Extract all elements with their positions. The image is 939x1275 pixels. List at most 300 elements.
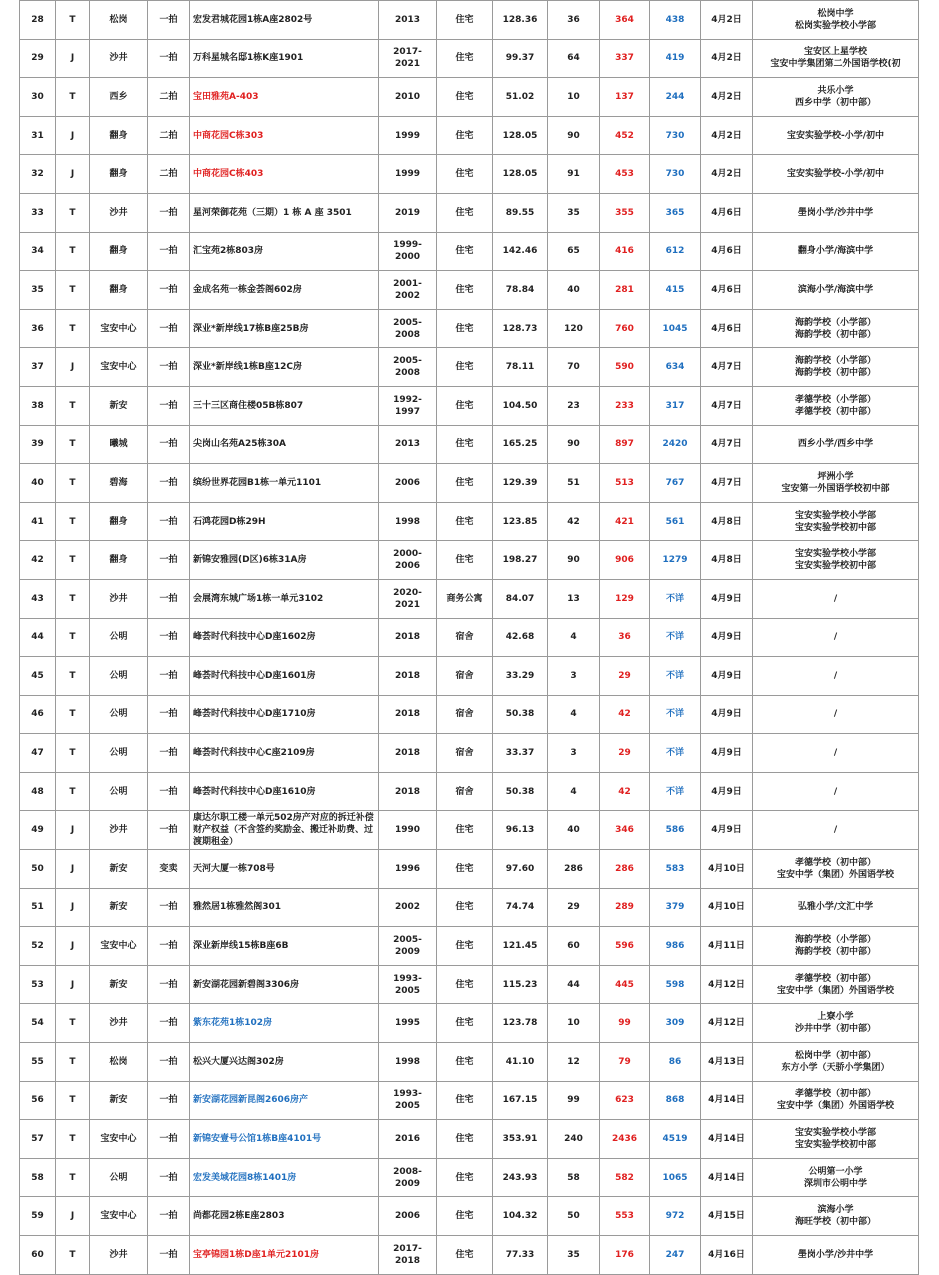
type-cell: T bbox=[56, 1120, 90, 1159]
type-cell: T bbox=[56, 657, 90, 696]
price-cell: 906 bbox=[600, 541, 650, 580]
row-number-cell: 40 bbox=[20, 464, 56, 503]
reference-price-cell: 86 bbox=[650, 1043, 701, 1082]
bids-cell: 10 bbox=[548, 78, 600, 117]
year-cell: 2018 bbox=[379, 695, 437, 734]
type-cell: T bbox=[56, 734, 90, 773]
usage-cell: 住宅 bbox=[437, 927, 493, 966]
area-cell: 新安 bbox=[90, 1081, 148, 1120]
year-cell: 2018 bbox=[379, 734, 437, 773]
price-cell: 421 bbox=[600, 502, 650, 541]
bids-cell: 90 bbox=[548, 541, 600, 580]
size-cell: 74.74 bbox=[493, 888, 548, 927]
school-cell: 壆岗小学/沙井中学 bbox=[753, 1236, 919, 1275]
reference-price-cell: 438 bbox=[650, 1, 701, 40]
type-cell: J bbox=[56, 965, 90, 1004]
reference-price-cell: 309 bbox=[650, 1004, 701, 1043]
school-cell: 松岗中学（初中部） 东方小学（天骄小学集团） bbox=[753, 1043, 919, 1082]
area-cell: 沙井 bbox=[90, 1236, 148, 1275]
address-cell: 峰荟时代科技中心D座1710房 bbox=[190, 695, 379, 734]
date-cell: 4月9日 bbox=[701, 772, 753, 811]
type-cell: T bbox=[56, 78, 90, 117]
year-cell: 2005-2008 bbox=[379, 309, 437, 348]
row-number-cell: 39 bbox=[20, 425, 56, 464]
usage-cell: 住宅 bbox=[437, 78, 493, 117]
table-row bbox=[20, 1004, 919, 1043]
type-cell: J bbox=[56, 155, 90, 194]
row-number-cell: 46 bbox=[20, 695, 56, 734]
usage-cell: 住宅 bbox=[437, 502, 493, 541]
year-cell: 1996 bbox=[379, 850, 437, 889]
area-cell: 沙井 bbox=[90, 1004, 148, 1043]
table-row bbox=[20, 1158, 919, 1197]
round-cell: 一拍 bbox=[148, 927, 190, 966]
row-number-cell: 51 bbox=[20, 888, 56, 927]
date-cell: 4月2日 bbox=[701, 1, 753, 40]
row-number-cell: 29 bbox=[20, 39, 56, 78]
row-number-cell: 58 bbox=[20, 1158, 56, 1197]
area-cell: 公明 bbox=[90, 1158, 148, 1197]
price-cell: 286 bbox=[600, 850, 650, 889]
price-cell: 582 bbox=[600, 1158, 650, 1197]
price-cell: 29 bbox=[600, 734, 650, 773]
date-cell: 4月9日 bbox=[701, 811, 753, 850]
date-cell: 4月8日 bbox=[701, 541, 753, 580]
school-cell: 滨海小学 海旺学校（初中部） bbox=[753, 1197, 919, 1236]
round-cell: 一拍 bbox=[148, 1, 190, 40]
reference-price-cell: 247 bbox=[650, 1236, 701, 1275]
year-cell: 2010 bbox=[379, 78, 437, 117]
usage-cell: 宿舍 bbox=[437, 695, 493, 734]
bids-cell: 4 bbox=[548, 772, 600, 811]
table-row bbox=[20, 386, 919, 425]
address-cell: 汇宝苑2栋803房 bbox=[190, 232, 379, 271]
date-cell: 4月10日 bbox=[701, 888, 753, 927]
size-cell: 33.29 bbox=[493, 657, 548, 696]
round-cell: 一拍 bbox=[148, 1236, 190, 1275]
size-cell: 104.50 bbox=[493, 386, 548, 425]
table-row bbox=[20, 78, 919, 117]
usage-cell: 住宅 bbox=[437, 1197, 493, 1236]
price-cell: 453 bbox=[600, 155, 650, 194]
row-number-cell: 35 bbox=[20, 271, 56, 310]
row-number-cell: 28 bbox=[20, 1, 56, 40]
price-cell: 99 bbox=[600, 1004, 650, 1043]
row-number-cell: 42 bbox=[20, 541, 56, 580]
row-number-cell: 60 bbox=[20, 1236, 56, 1275]
area-cell: 碧海 bbox=[90, 464, 148, 503]
round-cell: 二拍 bbox=[148, 78, 190, 117]
date-cell: 4月6日 bbox=[701, 232, 753, 271]
bids-cell: 58 bbox=[548, 1158, 600, 1197]
year-cell: 2018 bbox=[379, 772, 437, 811]
school-cell: 宝安区上星学校 宝安中学集团第二外国语学校(初 bbox=[753, 39, 919, 78]
table-row bbox=[20, 618, 919, 657]
date-cell: 4月14日 bbox=[701, 1120, 753, 1159]
date-cell: 4月9日 bbox=[701, 734, 753, 773]
area-cell: 松岗 bbox=[90, 1, 148, 40]
size-cell: 123.85 bbox=[493, 502, 548, 541]
size-cell: 115.23 bbox=[493, 965, 548, 1004]
area-cell: 公明 bbox=[90, 618, 148, 657]
round-cell: 一拍 bbox=[148, 1043, 190, 1082]
round-cell: 一拍 bbox=[148, 232, 190, 271]
date-cell: 4月9日 bbox=[701, 695, 753, 734]
table-row bbox=[20, 348, 919, 387]
table-row bbox=[20, 464, 919, 503]
area-cell: 翻身 bbox=[90, 116, 148, 155]
year-cell: 2002 bbox=[379, 888, 437, 927]
table-row bbox=[20, 1120, 919, 1159]
type-cell: T bbox=[56, 579, 90, 618]
school-cell: 宝安实验学校小学部 宝安实验学校初中部 bbox=[753, 541, 919, 580]
reference-price-cell: 986 bbox=[650, 927, 701, 966]
year-cell: 2008-2009 bbox=[379, 1158, 437, 1197]
date-cell: 4月7日 bbox=[701, 386, 753, 425]
type-cell: J bbox=[56, 1197, 90, 1236]
bids-cell: 40 bbox=[548, 271, 600, 310]
usage-cell: 住宅 bbox=[437, 850, 493, 889]
date-cell: 4月6日 bbox=[701, 193, 753, 232]
price-cell: 42 bbox=[600, 772, 650, 811]
usage-cell: 住宅 bbox=[437, 348, 493, 387]
type-cell: T bbox=[56, 386, 90, 425]
date-cell: 4月7日 bbox=[701, 464, 753, 503]
usage-cell: 住宅 bbox=[437, 425, 493, 464]
school-cell: 翻身小学/海滨中学 bbox=[753, 232, 919, 271]
row-number-cell: 55 bbox=[20, 1043, 56, 1082]
school-cell: / bbox=[753, 734, 919, 773]
price-cell: 445 bbox=[600, 965, 650, 1004]
address-cell: 峰荟时代科技中心D座1601房 bbox=[190, 657, 379, 696]
address-cell: 新锦安壹号公馆1栋B座4101号 bbox=[190, 1120, 379, 1159]
area-cell: 宝安中心 bbox=[90, 927, 148, 966]
price-cell: 337 bbox=[600, 39, 650, 78]
size-cell: 33.37 bbox=[493, 734, 548, 773]
type-cell: T bbox=[56, 1236, 90, 1275]
round-cell: 一拍 bbox=[148, 348, 190, 387]
table-row bbox=[20, 811, 919, 850]
type-cell: T bbox=[56, 695, 90, 734]
school-cell: 公明第一小学 深圳市公明中学 bbox=[753, 1158, 919, 1197]
table-row bbox=[20, 193, 919, 232]
round-cell: 一拍 bbox=[148, 772, 190, 811]
table-row bbox=[20, 1081, 919, 1120]
type-cell: T bbox=[56, 425, 90, 464]
reference-price-cell: 868 bbox=[650, 1081, 701, 1120]
area-cell: 公明 bbox=[90, 657, 148, 696]
type-cell: T bbox=[56, 1081, 90, 1120]
address-cell: 宏发美域花园8栋1401房 bbox=[190, 1158, 379, 1197]
address-cell: 松兴大厦兴达阁302房 bbox=[190, 1043, 379, 1082]
date-cell: 4月10日 bbox=[701, 850, 753, 889]
bids-cell: 65 bbox=[548, 232, 600, 271]
size-cell: 128.73 bbox=[493, 309, 548, 348]
area-cell: 公明 bbox=[90, 772, 148, 811]
reference-price-cell: 不详 bbox=[650, 772, 701, 811]
size-cell: 128.05 bbox=[493, 155, 548, 194]
usage-cell: 住宅 bbox=[437, 1043, 493, 1082]
year-cell: 2005-2009 bbox=[379, 927, 437, 966]
usage-cell: 住宅 bbox=[437, 1120, 493, 1159]
table-row bbox=[20, 695, 919, 734]
year-cell: 1999 bbox=[379, 116, 437, 155]
usage-cell: 住宅 bbox=[437, 193, 493, 232]
round-cell: 一拍 bbox=[148, 1120, 190, 1159]
usage-cell: 宿舍 bbox=[437, 734, 493, 773]
reference-price-cell: 767 bbox=[650, 464, 701, 503]
usage-cell: 商务公寓 bbox=[437, 579, 493, 618]
reference-price-cell: 365 bbox=[650, 193, 701, 232]
reference-price-cell: 561 bbox=[650, 502, 701, 541]
school-cell: 共乐小学 西乡中学（初中部） bbox=[753, 78, 919, 117]
bids-cell: 64 bbox=[548, 39, 600, 78]
bids-cell: 3 bbox=[548, 657, 600, 696]
bids-cell: 4 bbox=[548, 695, 600, 734]
date-cell: 4月12日 bbox=[701, 965, 753, 1004]
size-cell: 42.68 bbox=[493, 618, 548, 657]
reference-price-cell: 不详 bbox=[650, 734, 701, 773]
year-cell: 1992-1997 bbox=[379, 386, 437, 425]
round-cell: 一拍 bbox=[148, 502, 190, 541]
reference-price-cell: 不详 bbox=[650, 618, 701, 657]
year-cell: 1990 bbox=[379, 811, 437, 850]
address-cell: 峰荟时代科技中心C座2109房 bbox=[190, 734, 379, 773]
date-cell: 4月9日 bbox=[701, 579, 753, 618]
round-cell: 一拍 bbox=[148, 1081, 190, 1120]
year-cell: 1998 bbox=[379, 502, 437, 541]
reference-price-cell: 2420 bbox=[650, 425, 701, 464]
price-cell: 129 bbox=[600, 579, 650, 618]
year-cell: 1998 bbox=[379, 1043, 437, 1082]
type-cell: T bbox=[56, 1043, 90, 1082]
price-cell: 590 bbox=[600, 348, 650, 387]
round-cell: 一拍 bbox=[148, 541, 190, 580]
round-cell: 一拍 bbox=[148, 695, 190, 734]
date-cell: 4月2日 bbox=[701, 78, 753, 117]
size-cell: 84.07 bbox=[493, 579, 548, 618]
address-cell: 深业*新岸线17栋B座25B房 bbox=[190, 309, 379, 348]
bids-cell: 36 bbox=[548, 1, 600, 40]
table-row bbox=[20, 734, 919, 773]
year-cell: 2005-2008 bbox=[379, 348, 437, 387]
area-cell: 翻身 bbox=[90, 271, 148, 310]
round-cell: 一拍 bbox=[148, 618, 190, 657]
area-cell: 沙井 bbox=[90, 39, 148, 78]
bids-cell: 23 bbox=[548, 386, 600, 425]
area-cell: 松岗 bbox=[90, 1043, 148, 1082]
round-cell: 一拍 bbox=[148, 965, 190, 1004]
table-row bbox=[20, 1043, 919, 1082]
round-cell: 一拍 bbox=[148, 888, 190, 927]
year-cell: 1993-2005 bbox=[379, 1081, 437, 1120]
address-cell: 新安湖花园新碧阁3306房 bbox=[190, 965, 379, 1004]
school-cell: 坪洲小学 宝安第一外国语学校初中部 bbox=[753, 464, 919, 503]
round-cell: 一拍 bbox=[148, 464, 190, 503]
size-cell: 97.60 bbox=[493, 850, 548, 889]
bids-cell: 35 bbox=[548, 193, 600, 232]
row-number-cell: 41 bbox=[20, 502, 56, 541]
bids-cell: 70 bbox=[548, 348, 600, 387]
reference-price-cell: 598 bbox=[650, 965, 701, 1004]
price-cell: 355 bbox=[600, 193, 650, 232]
year-cell: 2001-2002 bbox=[379, 271, 437, 310]
reference-price-cell: 1045 bbox=[650, 309, 701, 348]
size-cell: 128.05 bbox=[493, 116, 548, 155]
usage-cell: 住宅 bbox=[437, 965, 493, 1004]
round-cell: 一拍 bbox=[148, 734, 190, 773]
price-cell: 346 bbox=[600, 811, 650, 850]
date-cell: 4月14日 bbox=[701, 1158, 753, 1197]
address-cell: 尚都花园2栋E座2803 bbox=[190, 1197, 379, 1236]
year-cell: 2013 bbox=[379, 1, 437, 40]
round-cell: 一拍 bbox=[148, 309, 190, 348]
date-cell: 4月13日 bbox=[701, 1043, 753, 1082]
school-cell: / bbox=[753, 579, 919, 618]
round-cell: 一拍 bbox=[148, 193, 190, 232]
table-row bbox=[20, 116, 919, 155]
auction-table bbox=[19, 0, 919, 1275]
size-cell: 96.13 bbox=[493, 811, 548, 850]
size-cell: 51.02 bbox=[493, 78, 548, 117]
area-cell: 宝安中心 bbox=[90, 309, 148, 348]
type-cell: T bbox=[56, 271, 90, 310]
school-cell: 孝德学校（初中部） 宝安中学（集团）外国语学校 bbox=[753, 1081, 919, 1120]
table-row bbox=[20, 1236, 919, 1275]
bids-cell: 42 bbox=[548, 502, 600, 541]
date-cell: 4月15日 bbox=[701, 1197, 753, 1236]
school-cell: 海韵学校（小学部） 海韵学校（初中部） bbox=[753, 927, 919, 966]
date-cell: 4月9日 bbox=[701, 618, 753, 657]
reference-price-cell: 583 bbox=[650, 850, 701, 889]
row-number-cell: 53 bbox=[20, 965, 56, 1004]
school-cell: 孝德学校（初中部） 宝安中学（集团）外国语学校 bbox=[753, 965, 919, 1004]
year-cell: 2018 bbox=[379, 657, 437, 696]
price-cell: 553 bbox=[600, 1197, 650, 1236]
date-cell: 4月14日 bbox=[701, 1081, 753, 1120]
type-cell: J bbox=[56, 850, 90, 889]
round-cell: 一拍 bbox=[148, 39, 190, 78]
address-cell: 会展湾东城广场1栋一单元3102 bbox=[190, 579, 379, 618]
size-cell: 198.27 bbox=[493, 541, 548, 580]
usage-cell: 住宅 bbox=[437, 309, 493, 348]
usage-cell: 住宅 bbox=[437, 811, 493, 850]
usage-cell: 住宅 bbox=[437, 1158, 493, 1197]
price-cell: 79 bbox=[600, 1043, 650, 1082]
address-cell: 中商花园C栋303 bbox=[190, 116, 379, 155]
size-cell: 89.55 bbox=[493, 193, 548, 232]
row-number-cell: 32 bbox=[20, 155, 56, 194]
row-number-cell: 31 bbox=[20, 116, 56, 155]
address-cell: 深业*新岸线1栋B座12C房 bbox=[190, 348, 379, 387]
size-cell: 78.11 bbox=[493, 348, 548, 387]
area-cell: 宝安中心 bbox=[90, 1197, 148, 1236]
reference-price-cell: 不详 bbox=[650, 579, 701, 618]
area-cell: 公明 bbox=[90, 734, 148, 773]
area-cell: 曦城 bbox=[90, 425, 148, 464]
round-cell: 一拍 bbox=[148, 425, 190, 464]
price-cell: 596 bbox=[600, 927, 650, 966]
year-cell: 2017-2018 bbox=[379, 1236, 437, 1275]
row-number-cell: 59 bbox=[20, 1197, 56, 1236]
round-cell: 二拍 bbox=[148, 155, 190, 194]
year-cell: 2013 bbox=[379, 425, 437, 464]
round-cell: 一拍 bbox=[148, 657, 190, 696]
year-cell: 2019 bbox=[379, 193, 437, 232]
usage-cell: 住宅 bbox=[437, 155, 493, 194]
type-cell: T bbox=[56, 618, 90, 657]
date-cell: 4月6日 bbox=[701, 271, 753, 310]
year-cell: 2016 bbox=[379, 1120, 437, 1159]
reference-price-cell: 730 bbox=[650, 116, 701, 155]
row-number-cell: 48 bbox=[20, 772, 56, 811]
size-cell: 99.37 bbox=[493, 39, 548, 78]
usage-cell: 住宅 bbox=[437, 232, 493, 271]
area-cell: 沙井 bbox=[90, 811, 148, 850]
reference-price-cell: 972 bbox=[650, 1197, 701, 1236]
table-row bbox=[20, 657, 919, 696]
year-cell: 2000-2006 bbox=[379, 541, 437, 580]
address-cell: 石鸿花园D栋29H bbox=[190, 502, 379, 541]
school-cell: 孝德学校（初中部） 宝安中学（集团）外国语学校 bbox=[753, 850, 919, 889]
table-row bbox=[20, 927, 919, 966]
usage-cell: 住宅 bbox=[437, 1, 493, 40]
bids-cell: 29 bbox=[548, 888, 600, 927]
school-cell: 海韵学校（小学部） 海韵学校（初中部） bbox=[753, 309, 919, 348]
usage-cell: 住宅 bbox=[437, 386, 493, 425]
price-cell: 452 bbox=[600, 116, 650, 155]
year-cell: 2018 bbox=[379, 618, 437, 657]
table-row bbox=[20, 39, 919, 78]
type-cell: T bbox=[56, 1158, 90, 1197]
row-number-cell: 57 bbox=[20, 1120, 56, 1159]
type-cell: J bbox=[56, 39, 90, 78]
bids-cell: 13 bbox=[548, 579, 600, 618]
size-cell: 167.15 bbox=[493, 1081, 548, 1120]
area-cell: 新安 bbox=[90, 965, 148, 1004]
school-cell: / bbox=[753, 695, 919, 734]
usage-cell: 住宅 bbox=[437, 271, 493, 310]
usage-cell: 住宅 bbox=[437, 1081, 493, 1120]
type-cell: J bbox=[56, 888, 90, 927]
type-cell: J bbox=[56, 811, 90, 850]
table-row bbox=[20, 502, 919, 541]
date-cell: 4月2日 bbox=[701, 155, 753, 194]
round-cell: 一拍 bbox=[148, 811, 190, 850]
table-row bbox=[20, 1, 919, 40]
row-number-cell: 44 bbox=[20, 618, 56, 657]
year-cell: 1995 bbox=[379, 1004, 437, 1043]
date-cell: 4月2日 bbox=[701, 116, 753, 155]
row-number-cell: 56 bbox=[20, 1081, 56, 1120]
bids-cell: 90 bbox=[548, 116, 600, 155]
address-cell: 缤纷世界花园B1栋一单元1101 bbox=[190, 464, 379, 503]
reference-price-cell: 1065 bbox=[650, 1158, 701, 1197]
date-cell: 4月8日 bbox=[701, 502, 753, 541]
round-cell: 一拍 bbox=[148, 271, 190, 310]
reference-price-cell: 379 bbox=[650, 888, 701, 927]
table-row bbox=[20, 271, 919, 310]
year-cell: 1999-2000 bbox=[379, 232, 437, 271]
reference-price-cell: 1279 bbox=[650, 541, 701, 580]
reference-price-cell: 317 bbox=[650, 386, 701, 425]
bids-cell: 90 bbox=[548, 425, 600, 464]
address-cell: 紫东花苑1栋102房 bbox=[190, 1004, 379, 1043]
date-cell: 4月11日 bbox=[701, 927, 753, 966]
price-cell: 897 bbox=[600, 425, 650, 464]
table-row bbox=[20, 850, 919, 889]
school-cell: / bbox=[753, 657, 919, 696]
